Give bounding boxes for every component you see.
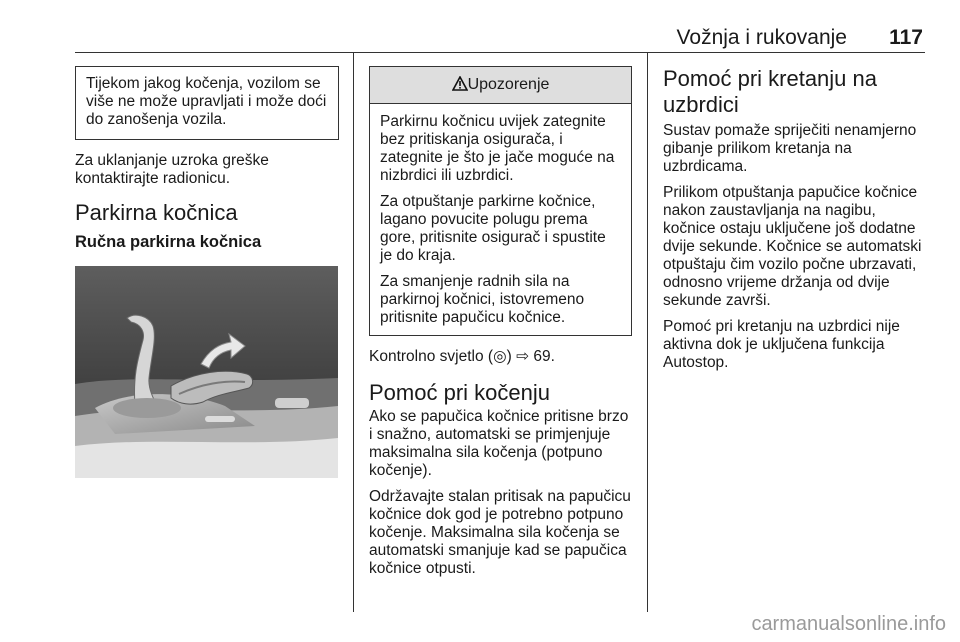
watermark: carmanualsonline.info [751,613,946,635]
middle-column [369,66,632,586]
warning-paragraph: Za otpuštanje parkirne kočnice, lagano povucite polugu prema gore, pritisnite osigurač i spustite je do kraja. [380,193,606,264]
warning-header [370,67,631,104]
warning-paragraph: Parkirnu kočnicu uvijek zategnite bez pritiskanja osigurača, i zategnite je što je jače moguće na nizbrdici ili uzbrdici. [380,113,615,184]
subheading-hand-brake: Ručna parkirna kočnica [75,233,262,251]
caution-note: Tijekom jakog kočenja, vozilom se više ne može upravljati i može doći do zanošenja vozila. [75,66,339,140]
brake-assist-paragraph: Ako se papučica kočnice pritisne brzo i snažno, automatski se primjenjuje maksimalna sila kočenja (potpuno kočenje). [369,408,629,479]
page-header [75,18,925,53]
section-heading-brake-assist: Pomoć pri kočenju [369,380,550,405]
page-reference: 69. [533,348,555,365]
warning-paragraph: Za smanjenje radnih sila na parkirnoj kočnici, istovremeno pritisnite papučicu kočnice. [380,273,585,326]
warning-title: Upozorenje [467,76,550,93]
reference-arrow-icon: ⇨ [516,348,530,365]
section-heading-parking-brake: Parkirna kočnica [75,200,238,225]
control-light-text: Kontrolno svjetlo [369,348,484,365]
section-heading-hill-start-assist: Pomoć pri kretanju na uzbrdici [663,66,877,117]
column-divider-1 [353,52,354,612]
control-light-reference [369,348,632,366]
hill-start-paragraph: Prilikom otpuštanja papučice kočnice nakon zaustavljanja na nagibu, kočnice ostaju uključene još dodatne dvije sekunde. Kočnice se automatski otpuštaju čim vozilo počne ubrzavati, odnosno vrijeme držanja od dvije sekunde završi. [663,184,922,309]
chapter-title: Vožnja i rukovanje [676,26,847,49]
column-divider-2 [647,52,648,612]
hill-start-paragraph: Sustav pomaže spriječiti nenamjerno gibanje prilikom kretanja na uzbrdicama. [663,122,917,175]
brake-assist-paragraph: Održavajte stalan pritisak na papučicu kočnice dok god je potrebno potpuno kočenje. Maksimalna sila kočenja se automatski smanjuje kad se papučica kočnice otpusti. [369,488,631,577]
warning-body [370,104,631,335]
page-number: 117 [889,26,923,49]
warning-triangle-icon [452,76,468,91]
hill-start-paragraph: Pomoć pri kretanju na uzbrdici nije aktivna dok je uključena funkcija Autostop. [663,318,900,371]
handbrake-illustration [75,266,338,478]
warning-box [369,66,632,336]
left-column [75,66,339,252]
right-column [663,66,927,380]
control-light-symbol: (◎) [487,348,512,365]
workshop-paragraph: Za uklanjanje uzroka greške kontaktirajte radionicu. [75,152,269,187]
